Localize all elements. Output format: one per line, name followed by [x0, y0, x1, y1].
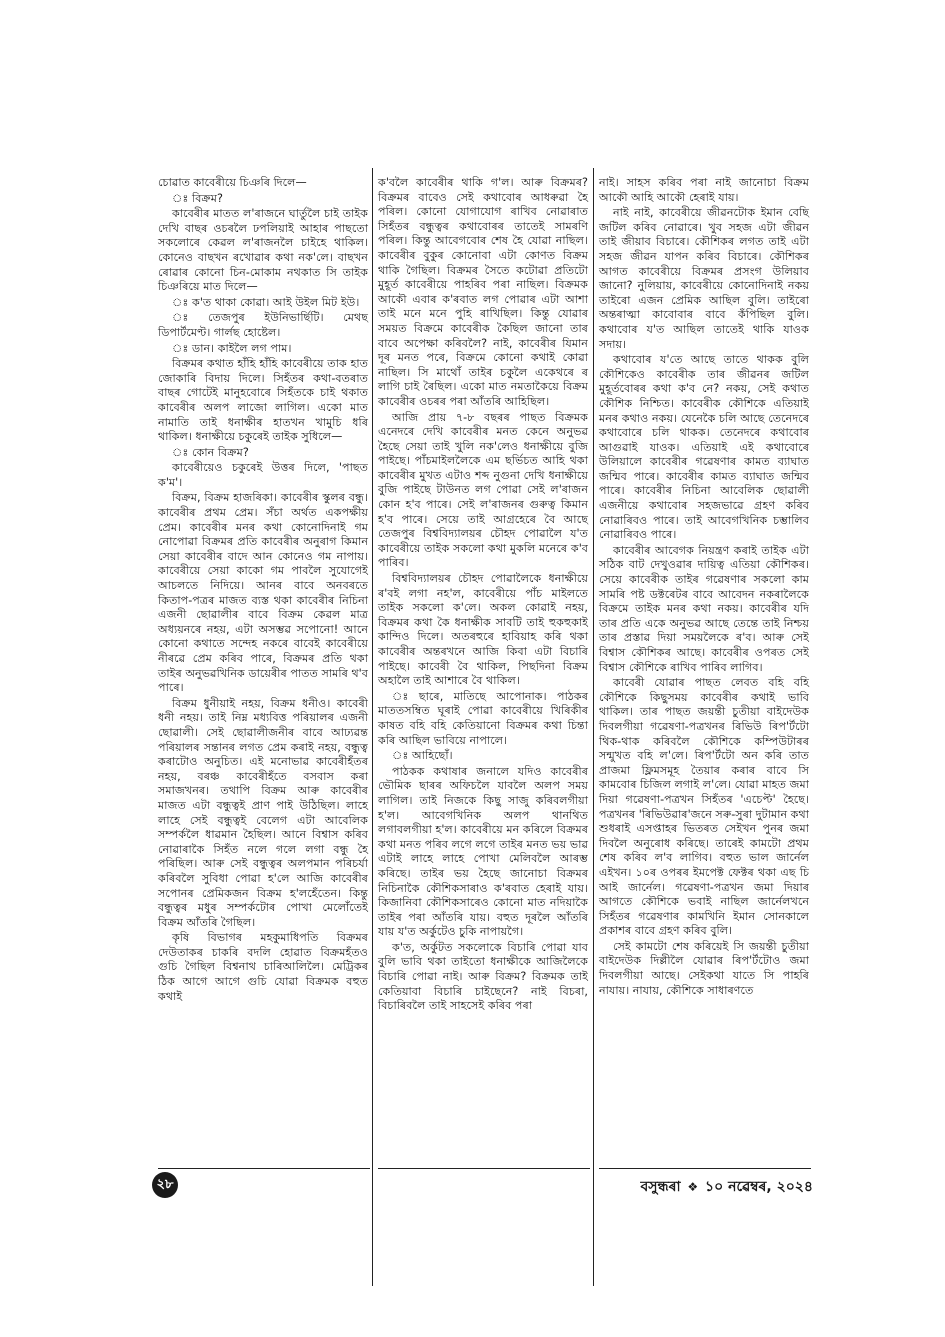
paragraph: পাঠকক কথাষাৰ জনালে যদিও কাবেৰীৰ ভৌমিক ছাৰৰ অফিচলৈ যাবলৈ অলপ সময় লাগিল। তাই নিজকে কিছু সাজু কৰিবলগীয়া হ'ল। আবেগখিনিক অলপ থানথিত লগাবলগীয়া হ'ল। কাবেৰীয়ে মন কৰিলে বিক্ৰমৰ কথা মনত পৰিব লগে লগে তাইৰ মনত ভয় ভাৱ এটাই লাহে লাহে পোখা মেলিবলৈ আৰম্ভ কৰিছে। তাইৰ ভয় হৈছে জানোচা বিক্ৰমৰ নিচিনাকৈ কৌশিকসাৰাও ক'ৰবাত হেৰাই যায়। কিজানিবা কৌশিকসাৰেও কোনো মাত নদিয়াকৈ তাইৰ পৰা আঁতৰি যায়। বহুত দূৰলৈ আঁতৰি যায় য'ত অৰ্কুটেও চুকি নাপায়গৈ।: [378, 764, 588, 939]
text-column-3: [599, 176, 809, 999]
column-rule-2: [593, 168, 594, 1286]
paragraph: কাবেৰী যোৱাৰ পাছত লেবত বহি বহি কৌশিকে কিছুসময় কাবেৰীৰ কথাই ভাবি থাকিল। তাৰ পাছত জয়ন্তী চুতীয়া বাইদেউক দিবলগীয়া গৱেষণা-পত্ৰখনৰ ৰিভিউ ৰিপ'ৰ্টটো থিক-থাক কৰিবলৈ কৌশিকে কম্পিউটাৰৰ সন্মুখত বহি ল'লে। ৰিপ'ৰ্টটো অন কৰি তাত প্ৰাজমা ফ্লিমসমূহ তৈয়াৰ কৰাৰ বাবে সি কামবোৰ চিজিল লগাই ল'লে। যোৱা মাহত জমা দিয়া গৱেষণা-পত্ৰখন সিহঁতৰ 'এচেপ্ট' হৈছে। পত্ৰখনৰ 'ৰিভিউৱাৰ'জনে সৰু-সুৰা দুটামান কথা শুধৰাই এসপ্তাহৰ ভিতৰত সেইখন পুনৰ জমা দিবলৈ অনুৰোধ কৰিছে। তাৰেই কামটো প্ৰথম শেষ কৰিব ল'ব লাগিব। বহুত ভাল জাৰ্নেল এইখন। ১০ৰ ওপৰৰ ইমপেক্ট ফেক্টৰ থকা এছ চি আই জাৰ্নেল। গৱেষণা-পত্ৰখন জমা দিয়াৰ আগতে কৌশিকে ভবাই নাছিল জাৰ্নেলখনে সিহঁতৰ গৱেষণাৰ কামখিনি ইমান সোনকালে প্ৰকাশৰ বাবে গ্ৰহণ কৰিব বুলি।: [599, 676, 809, 938]
page-number: ২৮: [152, 1172, 178, 1198]
paragraph: কাবেৰীয়েও চকুৰেই উত্তৰ দিলে, 'পাছত ক'ম'।: [158, 461, 368, 489]
magazine-name: বসুন্ধৰা: [640, 1179, 681, 1195]
paragraph: সেই কামটো শেষ কৰিয়েই সি জয়ন্তী চুতীয়া বাইদেউক দিল্লীলৈ যোৱাৰ ৰিপ'ৰ্টটোও জমা দিবলগীয়া আছে। সেইকথা যাতে সি পাহৰি নাযায়। নাযায়, কৌশিকে সাধাৰণতে: [599, 939, 809, 997]
paragraph: ঃ বিক্ৰম?: [172, 191, 223, 205]
ornament-icon: ❖: [687, 1180, 699, 1194]
paragraph: বিক্ৰমৰ কথাত হাঁহি হাঁহি কাবেৰীয়ে তাক হাত জোকাৰি বিদায় দিলে। সিহঁতৰ কথা-বতৰাত বাছৰ গোটেই মানুহবোৰে সিহঁতকে চাই থকাত কাবেৰীৰ অলপ লাজো লাগিল। একো মাত নামাতি তাই ধনাক্ষীৰ হাতখন খামুচি ধৰি থাকিল। ধনাক্ষীয়ে চকুৰেই তাইক সুধিলে—: [158, 357, 368, 444]
paragraph: বিক্ৰম ধুনীয়াই নহয়, বিক্ৰম ধনীও। কাবেৰী ধনী নহয়। তাই নিম্ন মধ্যবিত্ত পৰিয়ালৰ এজনী ছোৱালী। সেই ছোৱালীজনীৰ বাবে আঢ্যৱন্ত পৰিয়ালৰ সন্তানৰ লগত প্ৰেম কৰাই নহয়, বন্ধুত্ব কৰাটোও অনুচিত। এই মনোভাৱ কাবেৰীহঁতৰ নহয়, বৰঞ্চ কাবেৰীহঁতে বসবাস কৰা সমাজখনৰ। তথাপি বিক্ৰম আৰু কাবেৰীৰ মাজত এটা বন্ধুত্বই প্ৰাণ পাই উঠিছিল। লাহে লাহে সেই বন্ধুত্বই বেলেগ এটা আবেলিক সম্পৰ্কলৈ ধাৱমান হৈছিল। আনে বিশ্বাস কৰিব নোৱাৰাকৈ সিহঁত নলে গলে লগা বন্ধু হৈ পৰিছিল। আৰু সেই বন্ধুত্বৰ অলপমান পৰিচৰ্যা কৰিবলৈ সুবিধা পোৱা হ'লে আজি কাবেৰীৰ সপোনৰ প্ৰেমিকজন বিক্ৰম হ'লহেঁতেন। কিন্তু বন্ধুত্বৰ মধুৰ সম্পৰ্কটোৰ পোখা মেলোঁতেই বিক্ৰম আঁতৰি গৈছিল।: [158, 696, 368, 929]
paragraph: ঃ কোন বিক্ৰম?: [172, 445, 249, 459]
paragraph: কাবেৰীৰ মাতত ল'ৰাজনে ঘাৰ্তুলৈ চাই তাইক দেখি বাছৰ ওচৰলৈ ঢপলিয়াই আহাৰ পাছতো সকলোৰে কেৱল ল'ৰাজনলৈ চাইহে থাকিল। কোনেও বাছখন ৰখোৱাৰ কথা নক'লে। বাছখন ৰোৱাৰ কোনো চিন-মোকাম নথকাত সি তাইক চিঞৰিয়ে মাত দিলে—: [158, 207, 368, 294]
column-rule-1: [372, 168, 373, 1286]
paragraph: চোৱাত কাবেৰীয়ে চিঞৰি দিলে—: [158, 176, 307, 189]
paragraph: নাই নাই, কাবেৰীয়ে জীৱনটোক ইমান বেছি জটিল কৰিব নোৱাৰে। খুব সহজ এটা জীৱন তাই জীয়াব বিচাৰে। কৌশিকৰ লগত তাই এটা সহজ জীৱন যাপন কৰিব বিচাৰে। কৌশিকৰ আগত কাবেৰীয়ে বিক্ৰমৰ প্ৰসংগ উলিয়াব জানো? নুলিয়ায়, কাবেৰীয়ে কোনোদিনাই নকয় তাইৰো এজন প্ৰেমিক আছিল বুলি। তাইৰো অন্তৰাত্মা কাবোবাৰ বাবে কঁপিছিল বুলি। কথাবোৰ য'ত আছিল তাতেই থাকি যাওক সদায়।: [599, 206, 809, 351]
text-column-2: [378, 176, 588, 1015]
paragraph: কথাবোৰ য'তে আছে তাতে থাকক বুলি কৌশিকেও কাবেৰীক তাৰ জীৱনৰ জটিল মুহূৰ্তবোৰৰ কথা ক'ব নে? নকয়, সেই কথাত কৌশিক নিশ্চিত। কাবেৰীক কৌশিকে এতিয়াই মনৰ কথাও নকয়। যেনেকৈ চলি আছে তেনেদৰে কথাবোৰে চলি থাকক। তেনেদৰে কথাবোৰ আগুৱাই যাওক। এতিয়াই এই কথাবোৰে উলিয়ালে কাবেৰীৰ গৱেষণাৰ কামত ব্যাঘাত জন্মিব পাৰে। কাবেৰীৰ কামত ব্যাঘাত জন্মিব পাৰে। কাবেৰীৰ নিচিনা আবেলিক ছোৱালী এজনীয়ে কথাবোৰ সহজভাৱে গ্ৰহণ কৰিব নোৱাৰিবও পাৰে। তাই আবেগখিনিক চম্ভালিব নোৱাৰিবও পাৰে।: [599, 353, 809, 542]
paragraph: নাই। সাহস কৰিব পৰা নাই জানোচা বিক্ৰম আকৌ আহি আকৌ হেৰাই যায়।: [599, 176, 809, 204]
paragraph: বিক্ৰম, বিক্ৰম হাজৰিকা। কাবেৰীৰ স্কুলৰ বন্ধু। কাবেৰীৰ প্ৰথম প্ৰেম। সঁচা অৰ্থত একপক্ষীয় প্ৰেম। কাবেৰীৰ মনৰ কথা কোনোদিনাই গম নোপোৱা বিক্ৰমৰ প্ৰতি কাবেৰীৰ অনুৰাগ কিমান সেয়া কাবেৰীৰ বাদে আন কোনেও গম নাপায়। কাবেৰীয়ে সেয়া কাকো গম পাবলৈ সুযোগেই আচলতে নিদিয়ে। আনৰ বাবে অনবৰতে কিতাপ-পত্ৰৰ মাজত ব্যস্ত থকা কাবেৰীৰ নিচিনা এজনী ছোৱালীৰ বাবে বিক্ৰম কেৱল মাত্ৰ অধ্যয়নৰে নহয়, এটা অসম্ভৱ সপোনো! আনে কোনো কথাতে সন্দেহ নকৰে বাবেই কাবেৰীয়ে নীৰৱে প্ৰেম কৰিব পাৰে, বিক্ৰমৰ প্ৰতি থকা তাইৰ অনুভৱখিনিক ডায়েৰীৰ পাতত সামৰি থ'ব পাৰে।: [158, 491, 368, 695]
paragraph: ক'ত, অৰ্কুটত সকলোকে বিচাৰি পোৱা যাব বুলি ভাবি থকা তাইতো ধনাক্ষীকে আজিলৈকে বিচাৰি পোৱা নাই। আৰু বিক্ৰম? বিক্ৰমক তাই কেতিয়াবা বিচাৰি চাইছেনে? নাই বিচৰা, বিচাৰিবলৈ তাই সাহসেই কৰিব পৰা: [378, 940, 588, 1013]
text-column-1: [158, 176, 368, 1005]
issue-date: ১০ নৱেম্বৰ, ২০২৪: [705, 1179, 813, 1195]
paragraph: ঃ ক'ত থাকা কোৱা। আই উইল মিট ইউ।: [172, 295, 360, 309]
paragraph: কৃষি বিভাগৰ মহকুমাধিপতি বিক্ৰমৰ দেউতাকৰ চাকৰি বদলি হোৱাত বিক্ৰমহঁতও গুচি গৈছিল বিশ্বনাথ চাৰিআলিলৈ। মেট্ৰিকৰ ঠিক আগে আগে গুচি যোৱা বিক্ৰমক বহুত কথাই: [158, 931, 368, 1003]
page-footer: [568, 1175, 813, 1199]
paragraph: ক'বলৈ কাবেৰীৰ থাকি গ'ল। আৰু বিক্ৰমৰ? বিক্ৰমৰ বাবেও সেই কথাবোৰ আধৰুৱা হৈ পৰিল। কোনো যোগাযোগ ৰাখিব নোৱাৰাত সিহঁতৰ বন্ধুত্বৰ কথাবোৰৰ তাতেই সামৰণি পৰিল। কিন্তু আবেগবোৰ শেষ হৈ যোৱা নাছিল। কাবেৰীৰ বুকুৰ কোনোবা এটা কোণত বিক্ৰম থাকি গৈছিল। বিক্ৰমৰ সৈতে কটোৱা প্ৰতিটো মুহূৰ্ত কাবেৰীয়ে পাহৰিব পৰা নাছিল। বিক্ৰমক আকৌ এবাৰ ক'ৰবাত লগ পোৱাৰ এটা আশা তাই মনে মনে পুহি ৰাখিছিল। কিন্তু যোৱাৰ সময়ত বিক্ৰমে কাবেৰীক কৈছিল জানো তাৰ বাবে অপেক্ষা কৰিবলৈ? নাই, কাবেৰীৰ যিমান দূৰ মনত পৰে, বিক্ৰমে কোনো কথাই কোৱা নাছিল। সি মাথোঁ তাইৰ চকুলৈ একেথৰে ৰ লাগি চাই ৰৈছিল। একো মাত নমতাকৈয়ে বিক্ৰম কাবেৰীৰ ওচৰৰ পৰা আঁতৰি আহিছিল।: [378, 176, 588, 408]
paragraph: ঃ তেজপুৰ ইউনিভাৰ্ছিটি। মেথছ ডিপাৰ্টমেণ্ট। গাৰ্লছ হোষ্টেল।: [158, 311, 368, 339]
paragraph: ঃ ডান। কাইলৈ লগ পাম।: [172, 341, 292, 355]
paragraph: কাবেৰীৰ আবেগক নিয়ন্ত্ৰণ কৰাই তাইক এটা সঠিক বাট দেখুওৱাৰ দায়িত্ব এতিয়া কৌশিকৰ। সেয়ে কাবেৰীক তাইৰ গৱেষণাৰ সকলো কাম সামৰি পষ্ট ডক্টৰেটৰ বাবে আবেদন নকৰালৈকে বিক্ৰমে তাইক মনৰ কথা নকয়। কাবেৰীৰ যদি তাৰ প্ৰতি একে অনুভৱ আছে তেন্তে তাই নিশ্চয় তাৰ প্ৰস্তাৱ দিয়া সময়লৈকে ৰ'ব। আৰু সেই বিশ্বাস কৌশিকৰ আছে। কাবেৰীৰ ওপৰত সেই বিশ্বাস কৌশিকে ৰাখিব পাৰিব লাগিব।: [599, 543, 809, 674]
paragraph: আজি প্ৰায় ৭-৮ বছৰৰ পাছত বিক্ৰমক এনেদৰে দেখি কাবেৰীৰ মনত কেনে অনুভৱ হৈছে সেয়া তাই খুলি নক'লেও ধনাক্ষীয়ে বুজি পাইছে। পাঁচমাইললৈকে এম ছৰ্ভিচত আহি থকা কাবেৰীৰ মুখত এটাও শব্দ নুগুনা দেখি ধনাক্ষীয়ে বুজি পাইছে টাউনত লগ পোৱা সেই ল'ৰাজন কোন হ'ব পাৰে। সেই ল'ৰাজনৰ গুৰুত্ব কিমান হ'ব পাৰে। সেয়ে তাই আগ্ৰহেৰে বৈ আছে তেজপুৰ বিশ্ববিদ্যালয়ৰ চৌহদ পোৱালৈ য'ত কাবেৰীয়ে তাইক সকলো কথা মুকলি মনেৰে ক'ব পাৰিব।: [378, 410, 588, 570]
footer-rule-3: [599, 1168, 811, 1169]
footer-rule-2: [378, 1168, 590, 1169]
paragraph: ঃ ছাৰে, মাতিছে আপোনাক। পাঠকৰ মাততসম্বিত ঘূৰাই পোৱা কাবেৰীয়ে খিৰিকীৰ কাষত বহি বহি কেতিয়ানো বিক্ৰমৰ কথা চিন্তা কৰি আছিল ভাবিয়ে নাপালে।: [378, 689, 588, 747]
paragraph: ঃ আহিছোঁ।: [392, 749, 453, 763]
paragraph: বিশ্ববিদ্যালয়ৰ চৌহদ পোৱালৈকে ধনাক্ষীয়ে ৰ'বই লগা নহ'ল, কাবেৰীয়ে পাঁচ মাইলতে তাইক সকলো ক'লে। অকল কোৱাই নহয়, বিক্ৰমৰ কথা কৈ ধনাক্ষীক সাবটি তাই হুকহুকাই কান্দিও দিলে। অতৰহুৰে হাবিয়াহ কৰি থকা কাবেৰীৰ অন্তৰখনে আজি কিবা এটা বিচাৰি পাইছে। কাবেৰী বৈ থাকিল, পিছদিনা বিক্ৰম অহালৈ তাই আশাৰে বৈ থাকিল।: [378, 572, 588, 688]
footer-rule-1: [158, 1168, 370, 1169]
